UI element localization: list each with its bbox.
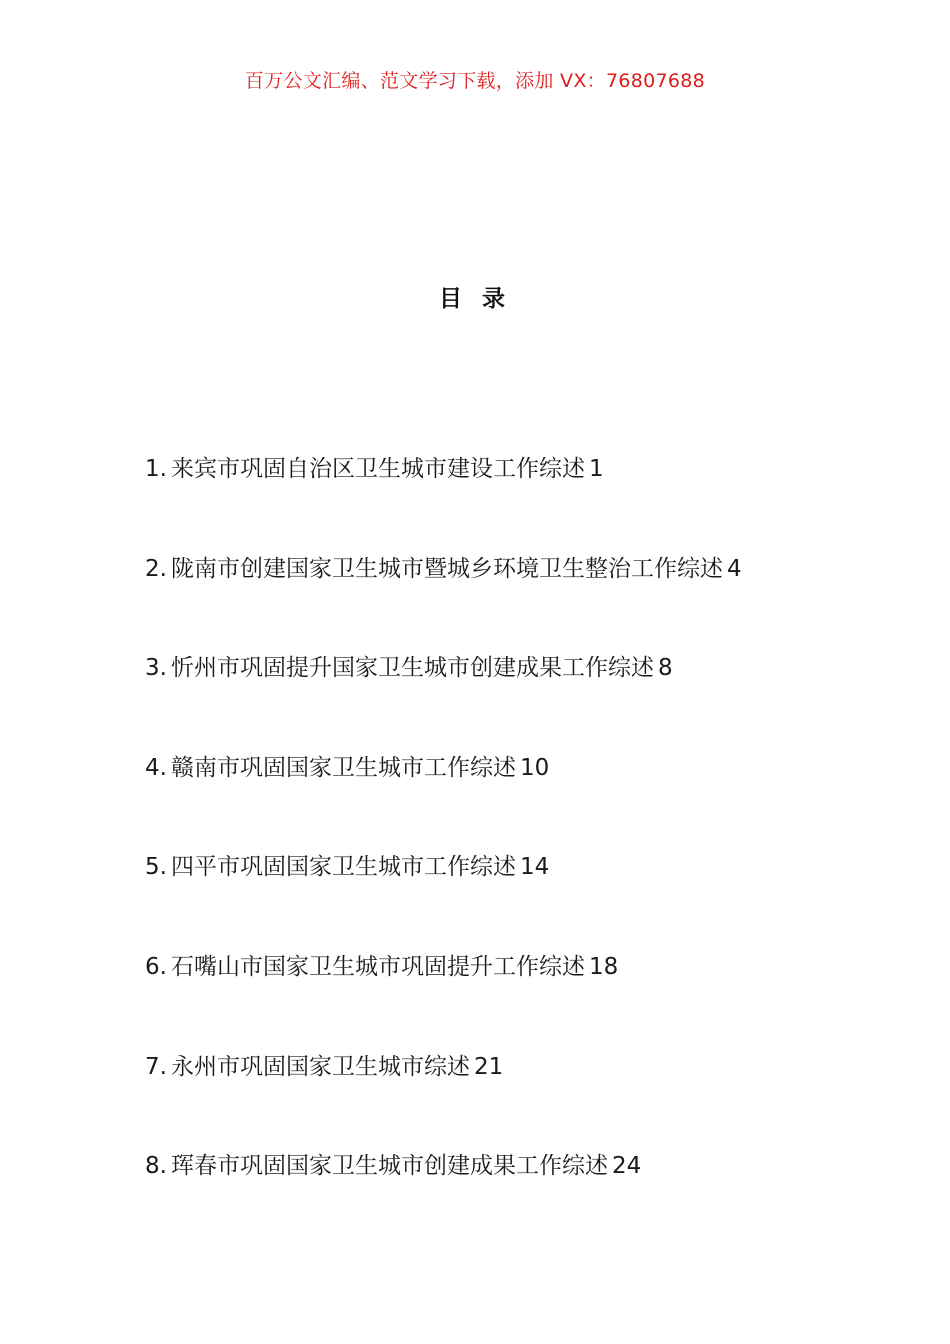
toc-item-page: 1 xyxy=(588,456,604,482)
toc-item-number: 5. xyxy=(145,854,167,881)
toc-item-title: 石嘴山市国家卫生城市巩固提升工作综述 xyxy=(170,953,585,980)
toc-item-title: 忻州市巩固提升国家卫生城市创建成果工作综述 xyxy=(170,655,654,682)
toc-item[interactable] xyxy=(145,948,742,1048)
toc-item-number: 2. xyxy=(145,555,167,582)
toc-item-page: 8 xyxy=(657,655,673,682)
toc-item[interactable] xyxy=(145,1147,742,1247)
toc-item-number: 6. xyxy=(145,953,167,980)
toc-item[interactable] xyxy=(145,450,742,550)
toc-item-number: 8. xyxy=(145,1153,167,1180)
toc-item-page: 14 xyxy=(519,854,550,881)
toc-item[interactable] xyxy=(145,848,742,948)
toc-item-title: 赣南市巩固国家卫生城市工作综述 xyxy=(170,754,516,781)
toc-item-number: 7. xyxy=(145,1053,167,1080)
toc-item[interactable] xyxy=(145,550,742,650)
toc-item[interactable] xyxy=(145,749,742,849)
toc-item-title: 永州市巩固国家卫生城市综述 xyxy=(170,1053,470,1080)
toc-item-page: 4 xyxy=(726,555,742,582)
toc-item-page: 21 xyxy=(473,1053,504,1080)
toc-item-number: 4. xyxy=(145,754,167,781)
toc-item-page: 18 xyxy=(588,953,619,980)
toc-item[interactable] xyxy=(145,1048,742,1148)
toc-title: 目 录 xyxy=(438,286,511,312)
toc-item-title: 珲春市巩固国家卫生城市创建成果工作综述 xyxy=(170,1153,608,1180)
toc-item-page: 24 xyxy=(611,1153,642,1180)
toc-list xyxy=(145,450,742,1247)
toc-item[interactable] xyxy=(145,649,742,749)
toc-item-title: 陇南市创建国家卫生城市暨城乡环境卫生整治工作综述 xyxy=(170,555,723,582)
toc-item-title: 四平市巩固国家卫生城市工作综述 xyxy=(170,854,516,881)
toc-item-number: 3. xyxy=(145,655,167,682)
toc-item-title: 来宾市巩固自治区卫生城市建设工作综述 xyxy=(170,456,585,482)
toc-item-page: 10 xyxy=(519,754,550,781)
toc-item-number: 1. xyxy=(145,456,167,482)
header-note: 百万公文汇编、范文学习下载，添加 VX：76807688 xyxy=(244,70,706,92)
